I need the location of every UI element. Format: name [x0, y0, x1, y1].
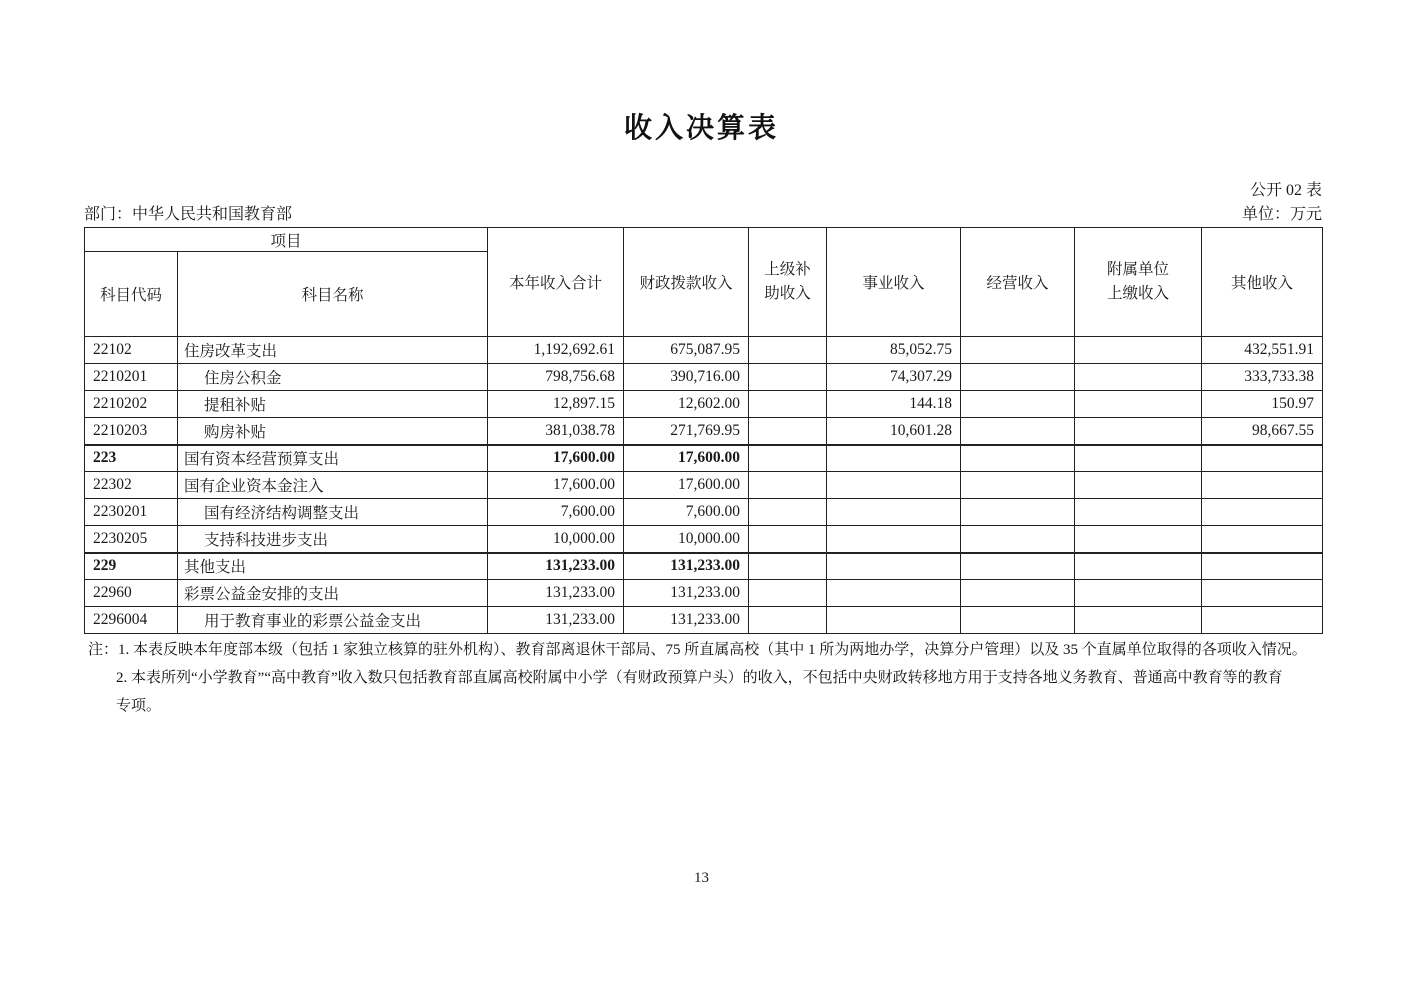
value-cell: [827, 472, 961, 499]
code-cell: 223: [85, 445, 178, 472]
value-cell: [961, 337, 1075, 364]
name-cell: 国有资本经营预算支出: [178, 445, 488, 472]
value-cell: 131,233.00: [488, 607, 624, 634]
value-cell: 144.18: [827, 391, 961, 418]
header-project: 项目: [85, 228, 488, 252]
code-cell: 2230205: [85, 526, 178, 553]
table-row: [85, 364, 1323, 391]
code-cell: 2230201: [85, 499, 178, 526]
value-cell: 10,000.00: [488, 526, 624, 553]
value-cell: [1202, 499, 1323, 526]
name-cell: 用于教育事业的彩票公益金支出: [178, 607, 488, 634]
value-cell: [749, 364, 827, 391]
name-cell: 住房改革支出: [178, 337, 488, 364]
value-cell: 74,307.29: [827, 364, 961, 391]
header-col-affiliated: 附属单位上缴收入: [1075, 228, 1202, 337]
value-cell: [1202, 526, 1323, 553]
value-cell: [961, 607, 1075, 634]
value-cell: [827, 526, 961, 553]
value-cell: 85,052.75: [827, 337, 961, 364]
value-cell: [961, 526, 1075, 553]
name-cell: 购房补贴: [178, 418, 488, 445]
value-cell: [961, 499, 1075, 526]
table-code-label: 公开 02 表: [1249, 182, 1322, 199]
value-cell: [749, 337, 827, 364]
value-cell: [1075, 364, 1202, 391]
header-col-business: 事业收入: [827, 228, 961, 337]
value-cell: [749, 553, 827, 580]
name-cell: 支持科技进步支出: [178, 526, 488, 553]
name-cell: 住房公积金: [178, 364, 488, 391]
value-cell: [1075, 526, 1202, 553]
value-cell: 271,769.95: [624, 418, 749, 445]
page-title: 收入决算表: [623, 113, 779, 144]
note-line: 专项。: [116, 698, 162, 714]
name-cell: 国有企业资本金注入: [178, 472, 488, 499]
header-col-superior-subsidy: 上级补助收入: [749, 228, 827, 337]
code-cell: 2210203: [85, 418, 178, 445]
name-cell: 其他支出: [178, 553, 488, 580]
value-cell: [827, 607, 961, 634]
value-cell: 10,000.00: [624, 526, 749, 553]
value-cell: 381,038.78: [488, 418, 624, 445]
value-cell: [1075, 418, 1202, 445]
value-cell: [961, 418, 1075, 445]
value-cell: [961, 580, 1075, 607]
value-cell: [1075, 337, 1202, 364]
table-row: [85, 553, 1323, 580]
value-cell: 7,600.00: [488, 499, 624, 526]
table-row: [85, 391, 1323, 418]
value-cell: 333,733.38: [1202, 364, 1323, 391]
value-cell: [1075, 472, 1202, 499]
value-cell: [961, 472, 1075, 499]
value-cell: 17,600.00: [624, 445, 749, 472]
value-cell: 12,897.15: [488, 391, 624, 418]
value-cell: 17,600.00: [488, 445, 624, 472]
income-table: [84, 227, 1323, 634]
value-cell: 131,233.00: [488, 580, 624, 607]
header-code: 科目代码: [85, 252, 178, 337]
value-cell: [749, 580, 827, 607]
value-cell: [749, 499, 827, 526]
value-cell: [749, 472, 827, 499]
name-cell: 国有经济结构调整支出: [178, 499, 488, 526]
code-cell: 2210202: [85, 391, 178, 418]
department-label: 部门：中华人民共和国教育部: [84, 206, 293, 223]
value-cell: [749, 526, 827, 553]
notes: [88, 636, 1338, 720]
value-cell: 390,716.00: [624, 364, 749, 391]
page-number: 13: [694, 870, 709, 886]
meta-row: [84, 201, 1322, 224]
value-cell: [749, 418, 827, 445]
value-cell: [961, 391, 1075, 418]
note-line: 2. 本表所列“小学教育”“高中教育”收入数只包括教育部直属高校附属中小学（有财政预算户头）的收入，不包括中央财政转移地方用于支持各地义务教育、普通高中教育等的教育: [116, 670, 1283, 686]
value-cell: [749, 445, 827, 472]
value-cell: [827, 499, 961, 526]
value-cell: 131,233.00: [624, 553, 749, 580]
value-cell: 7,600.00: [624, 499, 749, 526]
header-col-fiscal: 财政拨款收入: [624, 228, 749, 337]
value-cell: [1075, 553, 1202, 580]
value-cell: 10,601.28: [827, 418, 961, 445]
value-cell: [961, 364, 1075, 391]
value-cell: [1202, 472, 1323, 499]
value-cell: [827, 553, 961, 580]
table-row: [85, 337, 1323, 364]
code-cell: 2296004: [85, 607, 178, 634]
header-row-top: [85, 228, 1323, 252]
value-cell: [827, 445, 961, 472]
table-row: [85, 607, 1323, 634]
header-col-other: 其他收入: [1202, 228, 1323, 337]
header-name: 科目名称: [178, 252, 488, 337]
table-row: [85, 580, 1323, 607]
value-cell: [1075, 607, 1202, 634]
value-cell: 675,087.95: [624, 337, 749, 364]
code-cell: 229: [85, 553, 178, 580]
value-cell: [961, 553, 1075, 580]
value-cell: [827, 580, 961, 607]
table-row: [85, 499, 1323, 526]
value-cell: [1075, 580, 1202, 607]
value-cell: [1202, 553, 1323, 580]
code-cell: 2210201: [85, 364, 178, 391]
code-cell: 22102: [85, 337, 178, 364]
value-cell: [1075, 391, 1202, 418]
value-cell: 150.97: [1202, 391, 1323, 418]
value-cell: [749, 391, 827, 418]
value-cell: 1,192,692.61: [488, 337, 624, 364]
value-cell: 798,756.68: [488, 364, 624, 391]
code-cell: 22302: [85, 472, 178, 499]
unit-label: 单位：万元: [1241, 206, 1322, 223]
code-cell: 22960: [85, 580, 178, 607]
name-cell: 提租补贴: [178, 391, 488, 418]
value-cell: [1202, 607, 1323, 634]
name-cell: 彩票公益金安排的支出: [178, 580, 488, 607]
value-cell: 131,233.00: [624, 607, 749, 634]
value-cell: [961, 445, 1075, 472]
table-row: [85, 445, 1323, 472]
value-cell: [749, 607, 827, 634]
value-cell: 17,600.00: [488, 472, 624, 499]
value-cell: 17,600.00: [624, 472, 749, 499]
note-line: 注：1. 本表反映本年度部本级（包括 1 家独立核算的驻外机构）、教育部离退休干部局、75 所直属高校（其中 1 所为两地办学，决算分户管理）以及 35 个直属单位取得的各项收入情况。: [88, 642, 1307, 658]
value-cell: 98,667.55: [1202, 418, 1323, 445]
value-cell: 12,602.00: [624, 391, 749, 418]
table-row: [85, 472, 1323, 499]
value-cell: [1202, 445, 1323, 472]
value-cell: 131,233.00: [624, 580, 749, 607]
table-row: [85, 526, 1323, 553]
value-cell: 131,233.00: [488, 553, 624, 580]
table-row: [85, 418, 1323, 445]
value-cell: 432,551.91: [1202, 337, 1323, 364]
value-cell: [1075, 445, 1202, 472]
value-cell: [1202, 580, 1323, 607]
header-col-total: 本年收入合计: [488, 228, 624, 337]
header-col-operating: 经营收入: [961, 228, 1075, 337]
value-cell: [1075, 499, 1202, 526]
